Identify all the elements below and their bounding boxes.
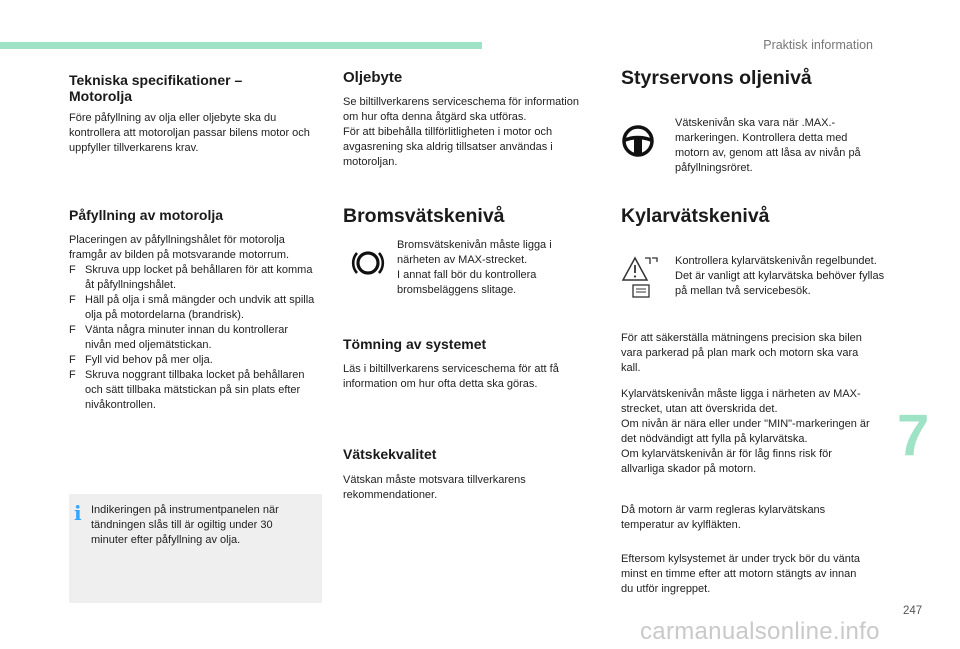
- step-item: F Skruva upp locket på behållaren för att komma åt påfyllningshålet.: [69, 264, 313, 291]
- oil-fill-intro: Placeringen av påfyllningshålet för motorolja framgår av bilden på motsvarande motorrum.: [69, 234, 290, 261]
- coolant-para-fan: Då motorn är varm regleras kylarvätskans temperatur av kylfläkten.: [621, 504, 826, 531]
- coolant-para-precision: För att säkerställa mätningens precision ska bilen vara parkerad på plan mark och motorn ska vara kall.: [621, 332, 862, 374]
- fluid-quality-title: Vätskekvalitet: [343, 446, 437, 462]
- step-item: F Skruva noggrant tillbaka locket på behållaren och sätt tillbaka mätstickan på sin plats efter nivåkontrollen.: [69, 369, 305, 411]
- tech-spec-title: Tekniska specifikationer – Motorolja: [69, 72, 243, 104]
- oil-fill-steps: [69, 263, 315, 413]
- coolant-text: Kontrollera kylarvätskenivån regelbundet. Det är vanligt att kylarvätska behöver fyllas på mellan två servicebesök.: [675, 255, 885, 297]
- coolant-title: Kylarvätskenivå: [621, 205, 770, 227]
- power-steering-title: Styrservons oljenivå: [621, 67, 812, 89]
- step-item: F Vänta några minuter innan du kontrollerar nivån med oljemätstickan.: [69, 324, 289, 351]
- page-number: 247: [903, 605, 923, 617]
- info-icon: i: [74, 501, 82, 525]
- coolant-warning-icon: [621, 256, 659, 300]
- brake-fluid-title: Bromsvätskenivå: [343, 205, 505, 227]
- oil-fill-title: Påfyllning av motorolja: [69, 207, 224, 223]
- accent-bar: [0, 42, 482, 49]
- brake-warning-icon: [351, 247, 385, 279]
- coolant-para-levels: Kylarvätskenivån måste ligga i närheten av MAX-strecket, utan att överskrida det. Om nivån är nära eller under "MIN"-markeringen är det nödvändigt att fylla på kylarvätska. Om kylarvätskenivån är för låg finns risk för allvarliga skador på motorn.: [621, 388, 870, 475]
- step-item: F Fyll vid behov på mer olja.: [69, 354, 213, 366]
- coolant-para-pressure: Eftersom kylsystemet är under tryck bör du vänta minst en timme efter att motorn stängts av innan du utför ingreppet.: [621, 553, 861, 595]
- info-note-text: Indikeringen på instrumentpanelen när tändningen slås till är ogiltig under 30 minuter efter påfyllning av olja.: [91, 504, 279, 546]
- drain-text: Läs i biltillverkarens serviceschema för att få information om hur ofta detta ska göras.: [343, 363, 559, 390]
- info-note: [69, 494, 322, 603]
- drain-title: Tömning av systemet: [343, 336, 487, 352]
- brake-fluid-text: Bromsvätskenivån måste ligga i närheten av MAX-strecket. I annat fall bör du kontrollera bromsbeläggens slitage.: [397, 239, 552, 296]
- chapter-number: 7: [897, 403, 930, 468]
- watermark: carmanualsonline.info: [640, 618, 880, 645]
- section-header: Praktisk information: [763, 38, 873, 52]
- fluid-quality-text: Vätskan måste motsvara tillverkarens rekommendationer.: [343, 474, 526, 501]
- power-steering-text: Vätskenivån ska vara när .MAX.- markeringen. Kontrollera detta med motorn av, genom att låsa av nivån på påfyllningsröret.: [675, 117, 861, 174]
- tech-spec-text: Före påfyllning av olja eller oljebyte ska du kontrollera att motoroljan passar bilens motor och uppfyller tillverkarens krav.: [69, 112, 310, 154]
- oil-change-title: Oljebyte: [343, 69, 403, 86]
- step-item: F Häll på olja i små mängder och undvik att spilla olja på motordelarna (brandrisk).: [69, 294, 315, 321]
- oil-change-text: Se biltillverkarens serviceschema för information om hur ofta denna åtgärd ska utföras. För att bibehålla tillförlitligheten i motor och avgasrening ska aldrig tillsatser användas i motoroljan.: [343, 96, 579, 168]
- steering-wheel-icon: [621, 124, 655, 158]
